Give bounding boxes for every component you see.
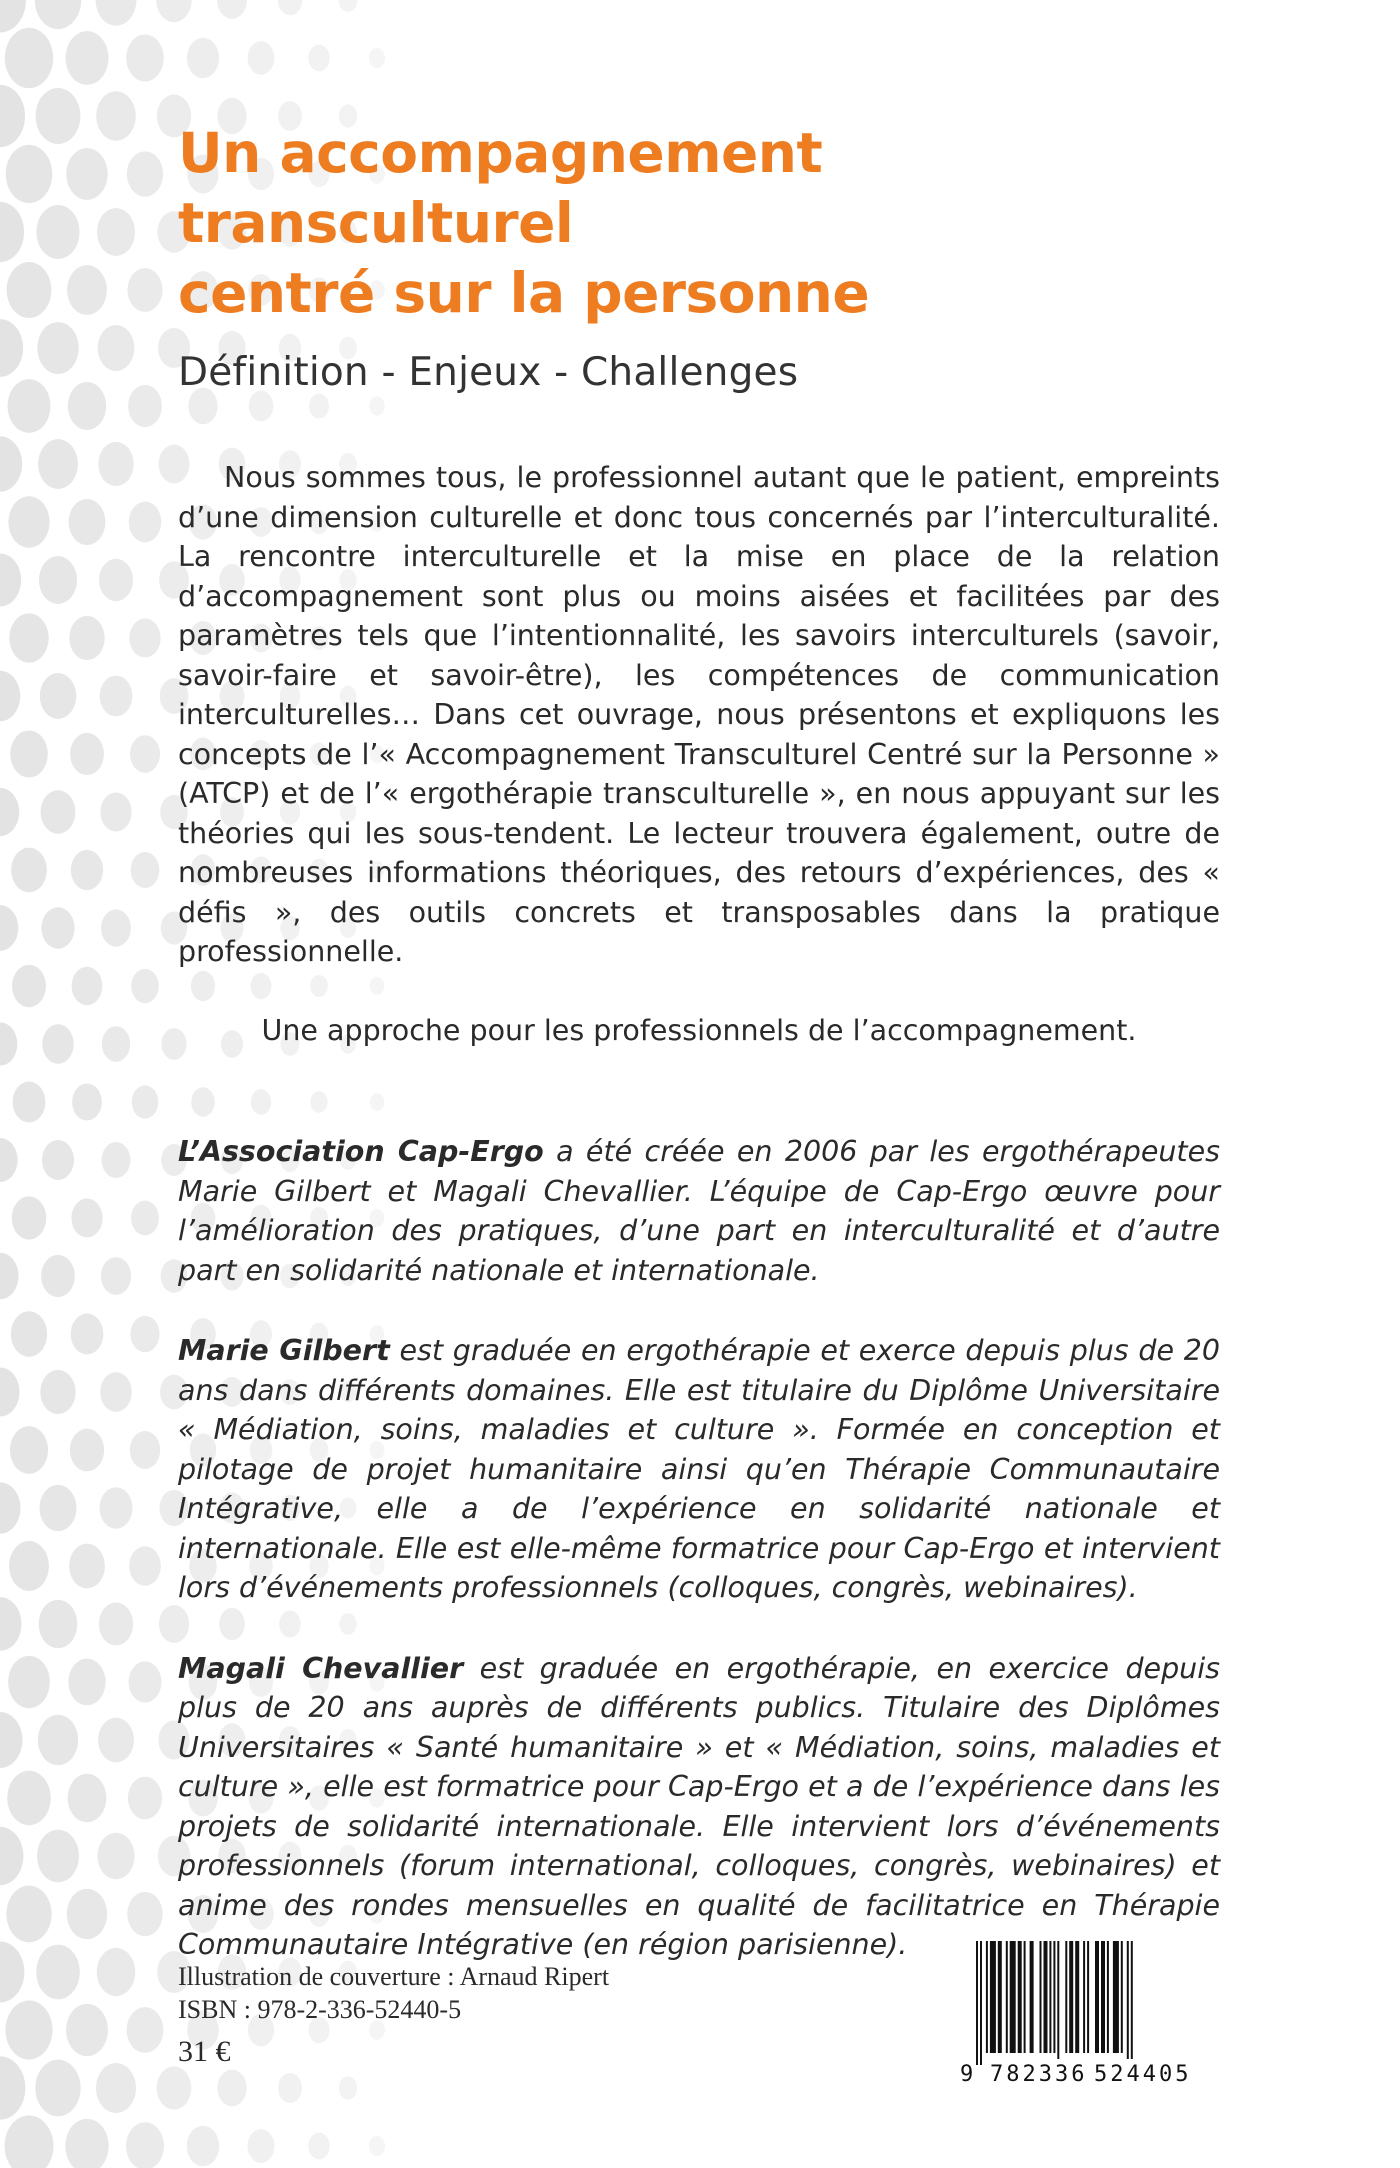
pattern-dot xyxy=(0,319,23,377)
barcode-bar xyxy=(1030,1941,1034,2053)
pattern-dot xyxy=(98,1718,134,1763)
pattern-dot xyxy=(129,502,162,543)
barcode-digit-first: 9 xyxy=(958,2059,975,2091)
association-bio-text: a été créée en 2006 par les ergothérapeutes Marie Gilbert et Magali Chevallier. L’équipe de Cap-Ergo œuvre pour l’amélioration des pratiques, d’une part en interculturalité et d’autre part en solidarité nationale et internationale. xyxy=(178,1135,1220,1287)
pattern-dot xyxy=(0,2056,25,2119)
pattern-dot xyxy=(127,151,163,196)
price: 31 € xyxy=(178,2035,231,2068)
pattern-dot xyxy=(131,1201,159,1236)
pattern-dot xyxy=(100,793,131,832)
pattern-dot xyxy=(0,1712,22,1768)
pattern-dot xyxy=(36,1945,80,2000)
pattern-dot xyxy=(96,0,137,26)
pattern-dot xyxy=(72,1083,102,1120)
barcode-bar xyxy=(1057,1941,1059,2065)
pattern-dot xyxy=(0,788,19,836)
pattern-dot xyxy=(70,733,104,775)
pattern-dot xyxy=(217,0,247,19)
pattern-dot xyxy=(37,322,78,374)
pattern-dot xyxy=(12,1196,47,1239)
pattern-dot xyxy=(102,1026,130,1062)
barcode-bar xyxy=(1006,1941,1008,2053)
pattern-dot xyxy=(99,1602,133,1645)
barcode-bar xyxy=(1018,1941,1022,2053)
pattern-dot xyxy=(8,496,49,547)
barcode-bar xyxy=(1087,1941,1089,2053)
pattern-dot xyxy=(38,1715,78,1765)
pattern-dot xyxy=(129,1546,161,1586)
isbn-barcode xyxy=(958,1937,1194,2091)
pattern-dot xyxy=(12,965,46,1007)
pattern-dot xyxy=(369,2136,385,2156)
pattern-dot xyxy=(8,379,51,433)
pattern-dot xyxy=(41,1255,75,1297)
pattern-dot xyxy=(0,1253,19,1299)
pattern-dot xyxy=(0,1138,18,1182)
pattern-dot xyxy=(69,1544,105,1589)
pattern-dot xyxy=(11,848,47,893)
pattern-dot xyxy=(130,1431,160,1469)
book-title-line-1: Un accompagnement transculturel xyxy=(178,121,823,255)
pattern-dot xyxy=(38,439,78,489)
pattern-dot xyxy=(65,2119,108,2168)
pattern-dot xyxy=(71,850,103,890)
book-tagline: Une approche pour les professionnels de l’accompagnement. xyxy=(261,1013,1137,1047)
pattern-dot xyxy=(98,325,135,371)
pattern-dot xyxy=(36,88,81,144)
pattern-dot xyxy=(10,731,48,778)
pattern-dot xyxy=(278,0,302,15)
barcode-bar xyxy=(976,1941,978,2065)
pattern-dot xyxy=(5,2115,54,2168)
barcode-digits xyxy=(958,2059,1194,2091)
association-name: L’Association Cap-Ergo xyxy=(178,1135,544,1168)
pattern-dot xyxy=(41,907,74,948)
pattern-dot xyxy=(0,85,25,148)
pattern-dot xyxy=(11,1311,47,1356)
pattern-dot xyxy=(308,2133,330,2160)
pattern-dot xyxy=(8,1656,50,1708)
pattern-dot xyxy=(0,671,20,722)
book-title xyxy=(178,118,1220,328)
pattern-dot xyxy=(42,1140,74,1180)
barcode-bars xyxy=(958,1937,1194,2067)
pattern-dot xyxy=(127,1892,162,1936)
pattern-dot xyxy=(41,790,76,834)
pattern-dot xyxy=(97,208,135,256)
pattern-dot xyxy=(9,1541,49,1591)
pattern-dot xyxy=(71,1314,104,1355)
book-title-line-2: centré sur la personne xyxy=(178,261,870,325)
pattern-dot xyxy=(7,1771,51,1825)
barcode-bar xyxy=(1083,1941,1085,2053)
pattern-dot xyxy=(7,262,52,318)
pattern-dot xyxy=(5,28,53,88)
pattern-dot xyxy=(130,735,160,772)
pattern-dot xyxy=(100,1372,132,1412)
pattern-dot xyxy=(130,1316,159,1352)
pattern-dot xyxy=(68,1774,107,1823)
pattern-dot xyxy=(0,905,18,951)
pattern-dot xyxy=(100,676,133,717)
pattern-dot xyxy=(99,559,133,601)
author-name-magali-chevallier: Magali Chevallier xyxy=(178,1651,464,1685)
pattern-dot xyxy=(97,1948,136,1996)
pattern-dot xyxy=(126,35,164,82)
pattern-dot xyxy=(217,2070,246,2107)
author-bio-marie-gilbert xyxy=(178,1331,1220,1608)
pattern-dot xyxy=(66,31,109,85)
pattern-dot xyxy=(0,1368,20,1417)
pattern-dot xyxy=(127,268,162,312)
illustration-credit: Illustration de couverture : Arnaud Ripert xyxy=(178,1962,610,1991)
pattern-dot xyxy=(72,967,103,1005)
pattern-dot xyxy=(248,41,275,74)
pattern-dot xyxy=(71,1198,102,1237)
barcode-bar xyxy=(1044,1941,1048,2053)
pattern-dot xyxy=(98,442,133,486)
barcode-bar xyxy=(1101,1941,1105,2053)
pattern-dot xyxy=(0,1827,23,1886)
pattern-dot xyxy=(66,148,107,200)
pattern-dot xyxy=(0,1482,21,1533)
author-bio-text-magali-chevallier: est graduée en ergothérapie, en exercice depuis plus de 20 ans auprès de différents publics. Titulaire des Diplômes Universitaires « Santé humanitaire » et « Médiation, soins, maladies et culture », elle est formatrice pour Cap-Ergo et a de l’expérience dans les projets de solidarité internationale. Elle intervient lors d’événements professionnels (forum international, colloques, congrès, webinaires) et anime des rondes mensuelles en qualité de facilitatrice en Thérapie Communautaire Intégrative (en région parisienne). xyxy=(178,1651,1220,1961)
pattern-dot xyxy=(0,436,22,491)
pattern-dot xyxy=(0,554,21,607)
pattern-dot xyxy=(39,556,77,604)
pattern-dot xyxy=(97,1833,134,1880)
pattern-dot xyxy=(67,265,107,315)
pattern-dot xyxy=(156,0,191,22)
barcode-bar xyxy=(1024,1941,1026,2053)
pattern-dot xyxy=(96,91,136,140)
barcode-bar xyxy=(986,1941,988,2053)
pattern-dot xyxy=(40,673,77,719)
book-subtitle: Définition - Enjeux - Challenges xyxy=(178,350,799,395)
barcode-digits-left: 782336 xyxy=(988,2059,1089,2091)
pattern-dot xyxy=(0,1942,24,2003)
pattern-dot xyxy=(69,616,104,660)
barcode-bar xyxy=(998,1941,1002,2053)
pattern-dot xyxy=(10,1426,48,1474)
pattern-dot xyxy=(131,969,158,1003)
pattern-dot xyxy=(101,1257,131,1295)
pattern-dot xyxy=(9,613,48,662)
pattern-dot xyxy=(6,145,53,203)
pattern-dot xyxy=(96,2063,136,2113)
author-name-marie-gilbert: Marie Gilbert xyxy=(178,1334,390,1367)
pattern-dot xyxy=(37,1830,79,1883)
barcode-bar xyxy=(1121,1941,1123,2053)
pattern-dot xyxy=(42,1024,74,1063)
pattern-dot xyxy=(67,1889,107,1939)
pattern-dot xyxy=(69,499,106,545)
pattern-dot xyxy=(129,1661,162,1702)
pattern-dot xyxy=(0,202,24,262)
barcode-bar xyxy=(1107,1941,1109,2053)
pattern-dot xyxy=(70,1429,104,1472)
pattern-dot xyxy=(126,2122,164,2168)
pattern-dot xyxy=(128,1777,162,1820)
pattern-dot xyxy=(0,0,26,33)
barcode-bar xyxy=(1069,1941,1073,2053)
pattern-dot xyxy=(128,385,162,427)
barcode-bar xyxy=(1127,1941,1129,2065)
pattern-dot xyxy=(35,0,81,29)
barcode-bar xyxy=(990,1941,996,2053)
barcode-bar xyxy=(1040,1941,1042,2053)
book-summary: Nous sommes tous, le professionnel autant que le patient, empreints d’une dimension culturelle et donc tous concernés par l’interculturalité. La rencontre interculturelle et la mise en place de la relation d’accompagnement sont plus ou moins aisées et facilitées par des paramètres tels que l’intentionnalité, les savoirs interculturels (savoir, savoir-faire et savoir-être), les compétences de communication interculturelles… Dans cet ouvrage, nous présentons et expliquons les concepts de l’« Accompagnement Transculturel Centré sur la Personne » (ATCP) et de l’« ergothérapie transculturelle », en nous appuyant sur les théories qui les sous-tendent. Le lecteur trouvera également, outre de nombreuses informations théoriques, des retours d’expériences, des « défis », des outils concrets et transposables dans la pratique professionnelle. xyxy=(178,461,1220,968)
pattern-dot xyxy=(278,2073,302,2103)
pattern-dot xyxy=(13,1082,46,1123)
author-bio-text-marie-gilbert: est graduée en ergothérapie et exerce depuis plus de 20 ans dans différents domaines. Elle est titulaire du Diplôme Universitaire « Médiation, soins, maladies et culture ». Formée en conception et pilotage de projet humanitaire ainsi qu’en Thérapie Communautaire Intégrative, elle a de l’expérience en solidarité nationale et internationale. Elle est elle-même formatrice pour Cap-Ergo et intervient lors d’événements professionnels (colloques, congrès, webinaires). xyxy=(178,1334,1220,1604)
pattern-dot xyxy=(127,2007,164,2053)
barcode-bar xyxy=(980,1941,982,2065)
barcode-bar xyxy=(1065,1941,1067,2053)
pattern-dot xyxy=(102,1142,131,1178)
pattern-dot xyxy=(131,852,160,888)
pattern-dot xyxy=(35,2060,80,2117)
pattern-dot xyxy=(339,0,358,12)
pattern-dot xyxy=(5,2001,52,2060)
barcode-bar xyxy=(1010,1941,1016,2053)
pattern-dot xyxy=(68,382,106,430)
pattern-dot xyxy=(339,2076,358,2099)
pattern-dot xyxy=(187,38,219,78)
pattern-dot xyxy=(369,48,385,68)
barcode-digits-right: 524405 xyxy=(1092,2059,1193,2091)
isbn-number: ISBN : 978-2-336-52440-5 xyxy=(178,1995,462,2024)
pattern-dot xyxy=(39,1600,78,1648)
author-bio-magali-chevallier xyxy=(178,1649,1220,1965)
pattern-dot xyxy=(40,1370,75,1414)
barcode-bar xyxy=(1113,1941,1119,2053)
pattern-dot xyxy=(0,1597,21,1651)
pattern-dot xyxy=(101,909,131,946)
pattern-dot xyxy=(308,45,329,72)
pattern-dot xyxy=(187,2126,219,2167)
barcode-bar xyxy=(1131,1941,1133,2065)
barcode-bar xyxy=(1095,1941,1099,2053)
pattern-dot xyxy=(6,1886,51,1943)
pattern-dot xyxy=(66,2004,108,2056)
pattern-dot xyxy=(247,2129,274,2163)
barcode-bar xyxy=(1053,1941,1055,2053)
pattern-dot xyxy=(129,618,160,657)
pattern-dot xyxy=(0,1022,17,1065)
association-bio xyxy=(178,1132,1220,1290)
back-cover-content xyxy=(178,118,1220,1965)
pattern-dot xyxy=(68,1659,105,1706)
pattern-dot xyxy=(39,1485,76,1531)
pattern-dot xyxy=(132,1085,159,1118)
credits-block xyxy=(178,1960,609,2074)
pattern-dot xyxy=(36,205,79,259)
barcode-bar xyxy=(1049,1941,1051,2053)
pattern-dot xyxy=(99,1487,132,1528)
barcode-bar xyxy=(1075,1941,1079,2053)
